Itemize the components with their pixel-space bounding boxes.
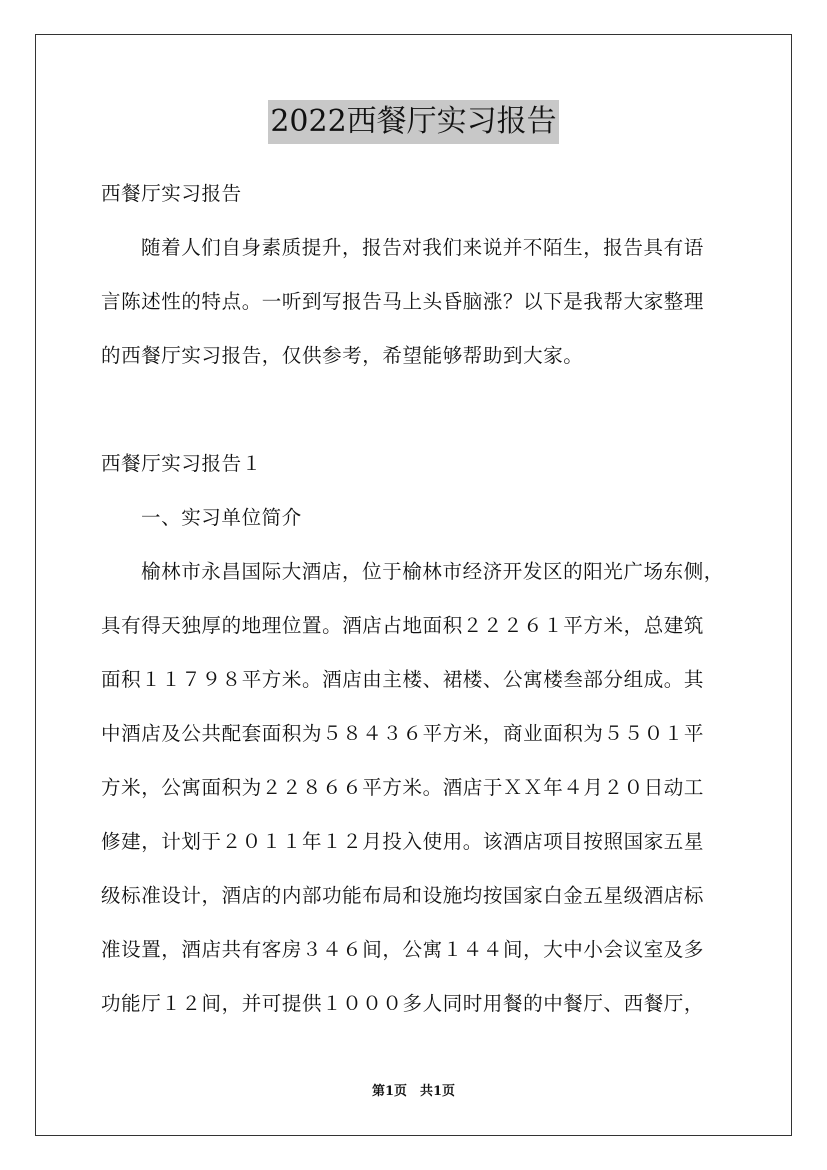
intro-line: 的西餐厅实习报告，仅供参考，希望能够帮助到大家。 — [101, 344, 584, 367]
document-subtitle: 西餐厅实习报告 — [101, 182, 242, 205]
body-line: 面积１１７９８平方米。酒店由主楼、裙楼、公寓楼叁部分组成。其 — [101, 668, 705, 691]
body-line: 中酒店及公共配套面积为５８４３６平方米，商业面积为５５０１平 — [101, 722, 705, 745]
body-line: 榆林市永昌国际大酒店，位于榆林市经济开发区的阳光广场东侧， — [141, 560, 724, 583]
intro-line: 随着人们自身素质提升，报告对我们来说并不陌生，报告具有语 — [141, 236, 704, 259]
document-title-container — [0, 100, 827, 144]
body-line: 方米，公寓面积为２２８６６平方米。酒店于ＸＸ年４月２０日动工 — [101, 776, 705, 799]
body-line: 功能厅１２间，并可提供１０００多人同时用餐的中餐厅、西餐厅， — [101, 992, 705, 1015]
document-title: 2022西餐厅实习报告 — [268, 100, 558, 144]
page-number: 第1页 共1页 — [371, 1084, 456, 1099]
body-line: 修建，计划于２０１１年１２月投入使用。该酒店项目按照国家五星 — [101, 830, 705, 853]
page-footer — [0, 1084, 827, 1100]
section-heading: 西餐厅实习报告１ — [101, 452, 262, 475]
body-line: 级标准设计，酒店的内部功能布局和设施均按国家白金五星级酒店标 — [101, 884, 705, 907]
subsection-heading: 一、实习单位简介 — [141, 506, 302, 529]
body-line: 具有得天独厚的地理位置。酒店占地面积２２２６１平方米，总建筑 — [101, 614, 705, 637]
intro-line: 言陈述性的特点。一听到写报告马上头昏脑涨？以下是我帮大家整理 — [101, 290, 705, 313]
body-line: 准设置，酒店共有客房３４６间，公寓１４４间，大中小会议室及多 — [101, 938, 705, 961]
